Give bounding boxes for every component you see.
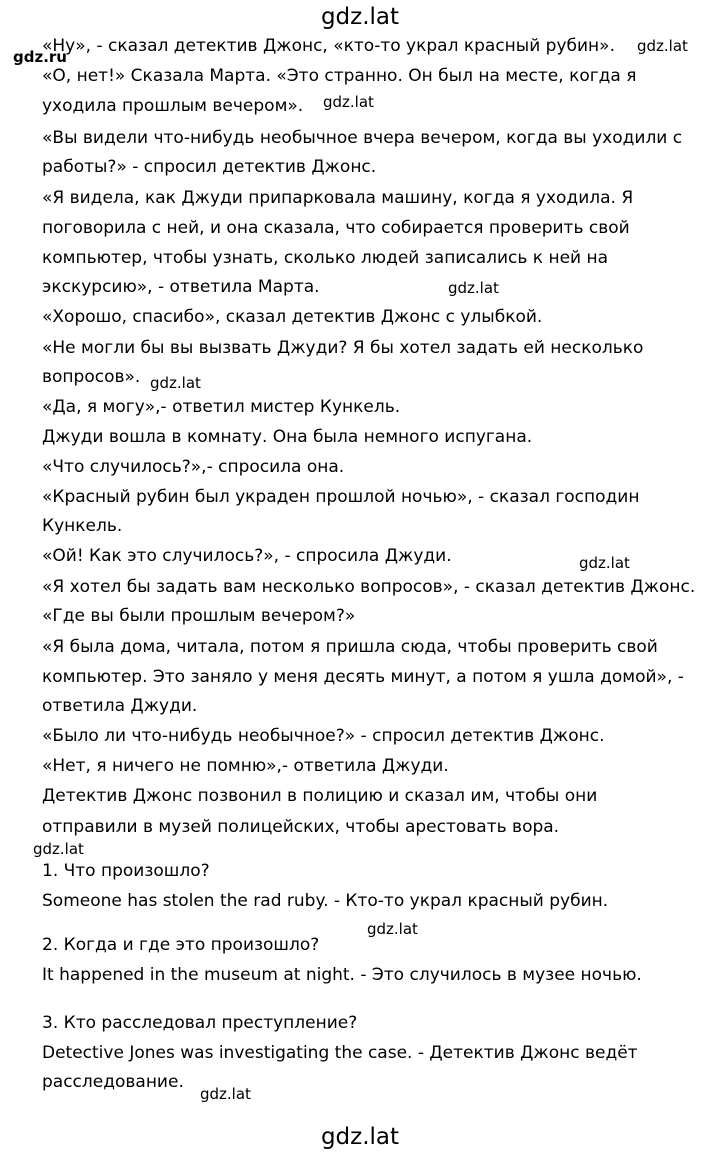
text-line: Джуди вошла в комнату. Она была немного испугана. (42, 427, 533, 447)
text-line: экскурсию», - ответила Марта. (42, 277, 320, 297)
text-line: уходила прошлым вечером». (42, 96, 304, 116)
answer-3-continued: расследование. (42, 1072, 184, 1092)
text-line: «Да, я могу»,- ответил мистер Кункель. (42, 397, 401, 417)
text-line: «Я была дома, читала, потом я пришла сюда, чтобы проверить свой (42, 637, 658, 657)
text-line: «Было ли что-нибудь необычное?» - спросил детектив Джонс. (42, 726, 605, 746)
text-line: компьютер, чтобы узнать, сколько людей записались к ней на (42, 248, 609, 268)
text-line: вопросов». (42, 367, 141, 387)
text-line: компьютер. Это заняло у меня десять минут, а потом я ушла домой», - (42, 667, 684, 687)
header-watermark: gdz.lat (320, 4, 400, 30)
watermark: gdz.lat (637, 37, 688, 55)
watermark: gdz.lat (448, 279, 499, 297)
text-line: «Вы видели что-нибудь необычное вчера вечером, когда вы уходили с (42, 128, 683, 148)
answer-3: Detective Jones was investigating the case. - Детектив Джонс ведёт (42, 1043, 638, 1063)
question-2: 2. Когда и где это произошло? (42, 935, 320, 955)
watermark: gdz.lat (579, 554, 630, 572)
watermark: gdz.lat (367, 920, 418, 938)
text-line: «Я хотел бы задать вам несколько вопросов», - сказал детектив Джонс. (42, 577, 696, 597)
text-line: «Я видела, как Джуди припарковала машину, когда я уходила. Я (42, 188, 634, 208)
question-3: 3. Кто расследовал преступление? (42, 1013, 358, 1033)
text-line: «Ну», - сказал детектив Джонс, «кто-то украл красный рубин». (42, 36, 615, 56)
text-line: «Хорошо, спасибо», сказал детектив Джонс с улыбкой. (42, 307, 543, 327)
text-line: отправили в музей полицейских, чтобы арестовать вора. (42, 817, 560, 837)
footer-watermark: gdz.lat (320, 1124, 400, 1150)
watermark: gdz.lat (150, 374, 201, 392)
text-line: «Ой! Как это случилось?», - спросила Джуди. (42, 546, 452, 566)
answer-2: It happened in the museum at night. - Это случилось в музее ночью. (42, 965, 642, 985)
text-line: ответила Джуди. (42, 696, 198, 716)
text-line: «Красный рубин был украден прошлой ночью», - сказал господин (42, 487, 640, 507)
text-line: «О, нет!» Сказала Марта. «Это странно. Он был на месте, когда я (42, 66, 637, 86)
text-line: «Где вы были прошлым вечером?» (42, 606, 356, 626)
watermark: gdz.lat (323, 93, 374, 111)
text-line: «Что случилось?»,- спросила она. (42, 457, 345, 477)
text-line: «Нет, я ничего не помню»,- ответила Джуди. (42, 756, 449, 776)
watermark: gdz.lat (200, 1085, 251, 1103)
text-line: работы?» - спросил детектив Джонс. (42, 157, 377, 177)
gdz-ru-watermark: gdz.ru (13, 48, 67, 66)
answer-1: Someone has stolen the rad ruby. - Кто-то украл красный рубин. (42, 891, 609, 911)
text-line: поговорила с ней, и она сказала, что собирается проверить свой (42, 218, 630, 238)
question-1: 1. Что произошло? (42, 861, 210, 881)
text-line: Кункель. (42, 516, 123, 536)
text-line: Детектив Джонс позвонил в полицию и сказал им, чтобы они (42, 786, 598, 806)
watermark: gdz.lat (33, 840, 84, 858)
text-line: «Не могли бы вы вызвать Джуди? Я бы хотел задать ей несколько (42, 338, 644, 358)
